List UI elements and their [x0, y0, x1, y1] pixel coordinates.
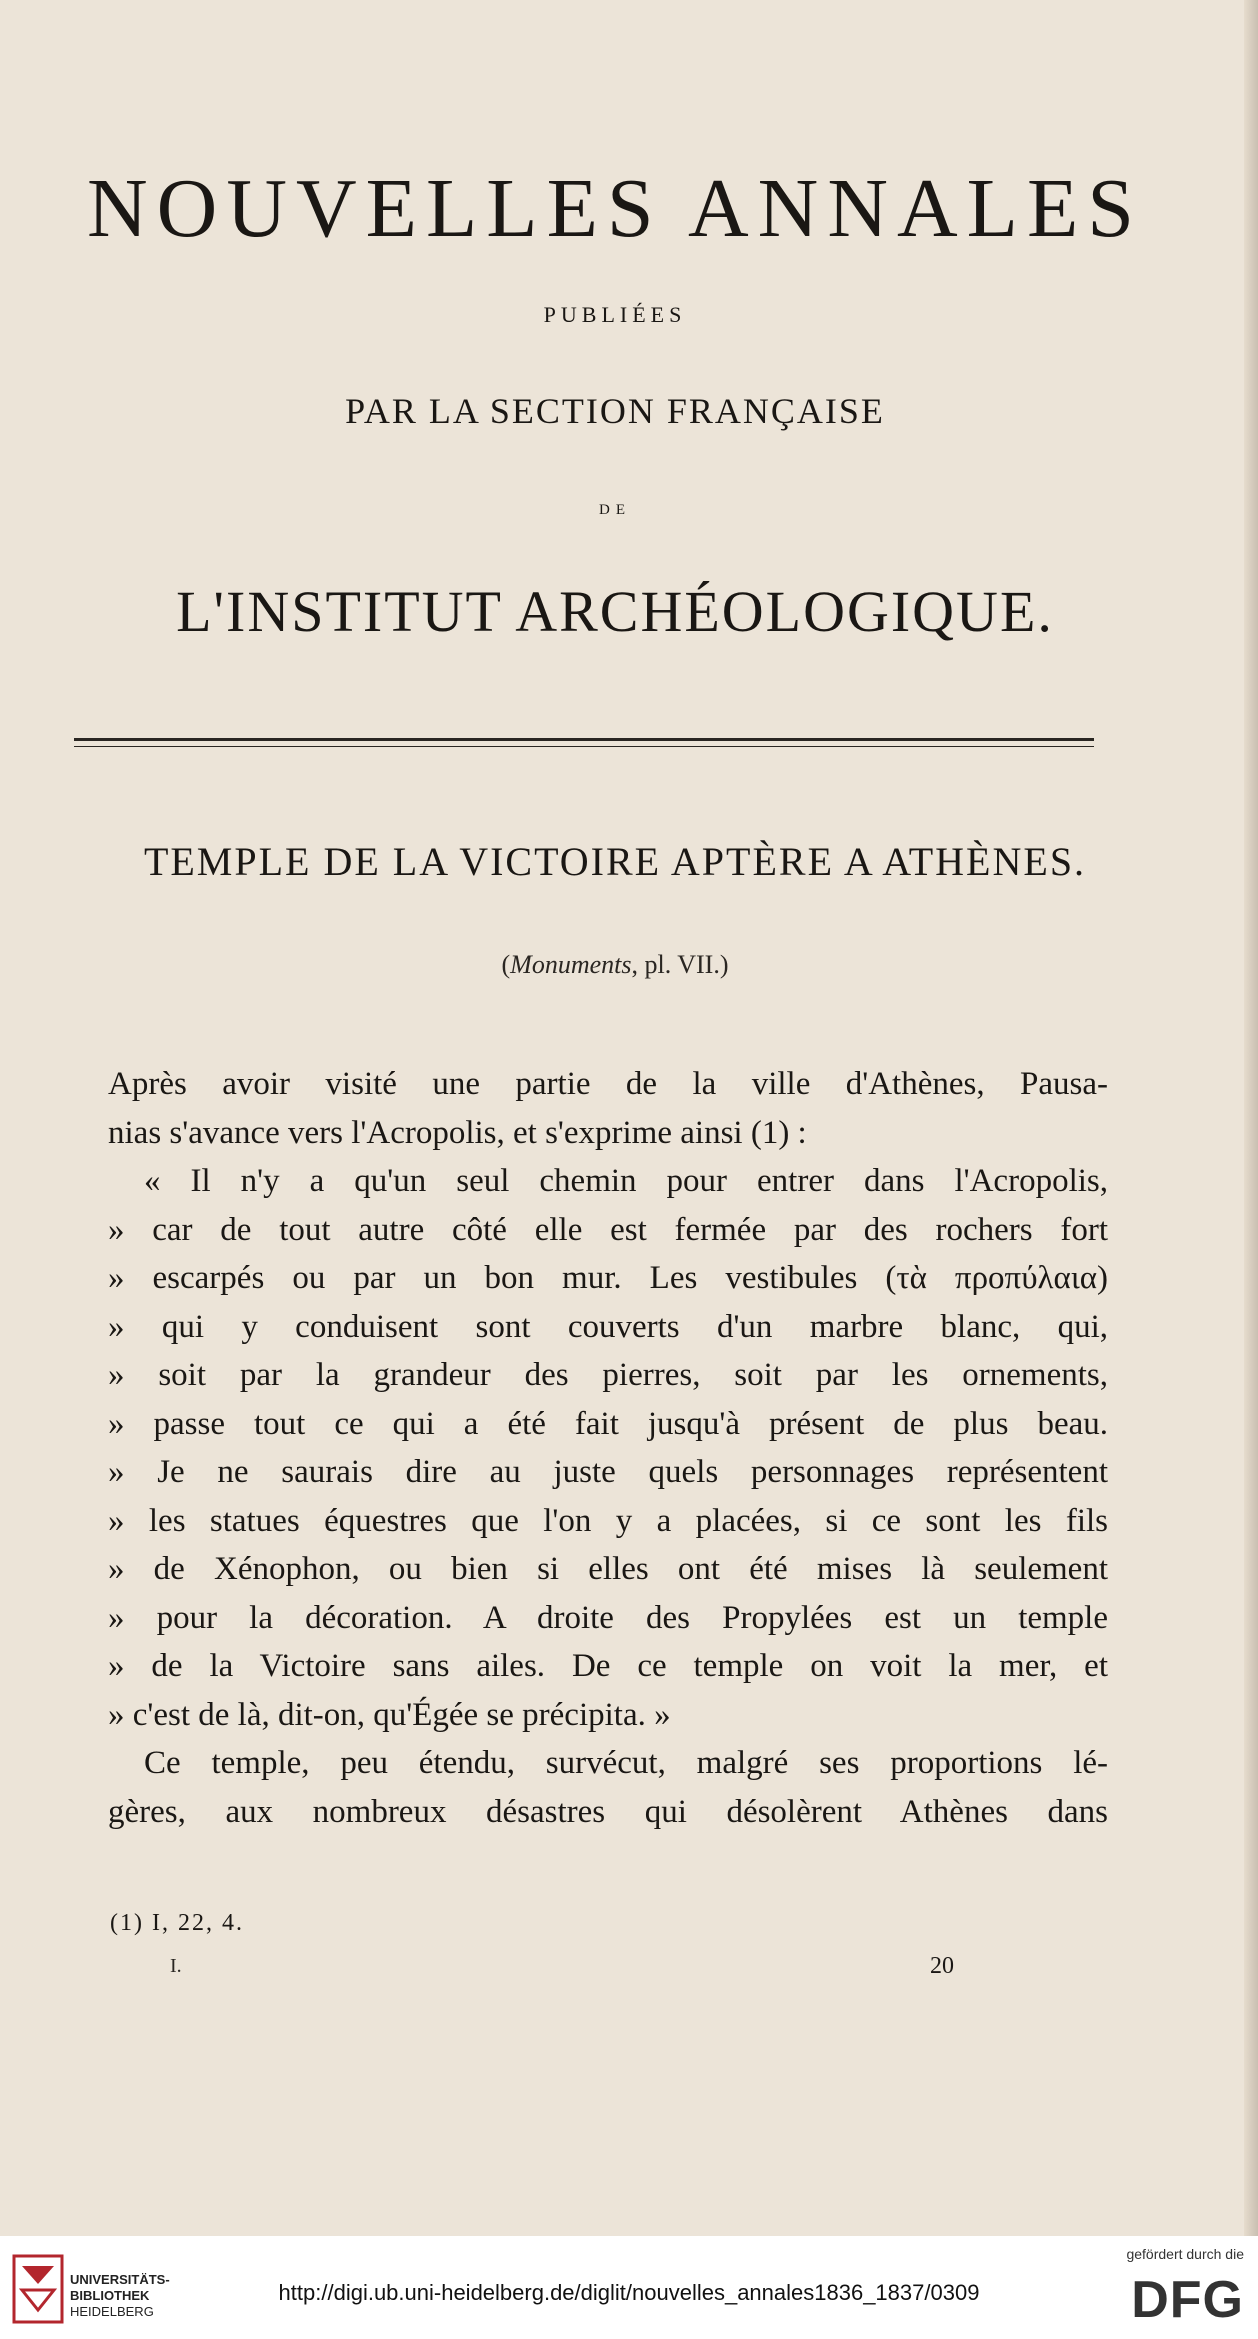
page-edge-shadow	[1244, 0, 1258, 2236]
signature-mark: I.	[170, 1955, 182, 1977]
library-line-3: HEIDELBERG	[70, 2304, 154, 2319]
text-line: » passe tout ce qui a été fait jusqu'à présent de plus beau.	[108, 1405, 1108, 1442]
subtitle-rest: , pl. VII.	[631, 950, 720, 979]
text-line: « Il n'y a qu'un seul chemin pour entrer dans l'Acropolis,	[144, 1163, 1108, 1199]
dfg-logo: DFG	[1131, 2271, 1244, 2329]
text-line: Ce temple, peu étendu, survécut, malgré ses proportions lé-	[144, 1745, 1108, 1781]
journal-title: NOUVELLES ANNALES	[87, 162, 1143, 255]
text-line: Après avoir visité une partie de la ville d'Athènes, Pausa-	[108, 1066, 1108, 1102]
text-line: » qui y conduisent sont couverts d'un marbre blanc, qui,	[108, 1308, 1108, 1345]
article-body	[108, 1060, 1108, 1836]
article-subtitle: (Monuments, pl. VII.)	[501, 950, 729, 979]
section-line: PAR LA SECTION FRANÇAISE	[345, 391, 885, 431]
divider-thick	[74, 738, 1094, 741]
text-line: » car de tout autre côté elle est fermée par des rochers fort	[108, 1211, 1108, 1248]
text-line: » de la Victoire sans ailes. De ce temple on voit la mer, et	[108, 1648, 1108, 1684]
text-line: » pour la décoration. A droite des Propylées est un temple	[108, 1599, 1108, 1636]
de-label: DE	[599, 502, 631, 518]
footer-bar	[0, 2236, 1258, 2339]
library-line-1: UNIVERSITÄTS-	[70, 2272, 170, 2287]
divider-thin	[74, 746, 1094, 747]
institut-title: L'INSTITUT ARCHÉOLOGIQUE.	[176, 579, 1054, 644]
text-line: » les statues équestres que l'on y a placées, si ce sont les fils	[108, 1502, 1108, 1539]
article-title: TEMPLE DE LA VICTOIRE APTÈRE A ATHÈNES.	[143, 839, 1087, 884]
text-line: nias s'avance vers l'Acropolis, et s'exprime ainsi (1) :	[108, 1114, 807, 1151]
text-line: » soit par la grandeur des pierres, soit par les ornements,	[108, 1357, 1108, 1393]
funding-note: gefördert durch die	[1126, 2246, 1244, 2262]
text-line: » de Xénophon, ou bien si elles ont été mises là seulement	[108, 1551, 1108, 1587]
text-line: » escarpés ou par un bon mur. Les vestibules (τὰ προπύλαια)	[108, 1260, 1108, 1296]
publiees-label: PUBLIÉES	[543, 302, 687, 327]
subtitle-italic: Monuments	[510, 950, 632, 979]
text-line: » c'est de là, dit-on, qu'Égée se précipita. »	[108, 1696, 671, 1733]
page-number: 20	[930, 1953, 954, 1979]
text-line: gères, aux nombreux désastres qui désolèrent Athènes dans	[108, 1793, 1108, 1830]
text-line: » Je ne saurais dire au juste quels personnages représentent	[108, 1454, 1108, 1490]
library-line-2: BIBLIOTHEK	[70, 2288, 150, 2303]
permalink-url[interactable]: http://digi.ub.uni-heidelberg.de/diglit/nouvelles_annales1836_1837/0309	[278, 2280, 980, 2305]
footnote: (1) I, 22, 4.	[110, 1910, 244, 1936]
